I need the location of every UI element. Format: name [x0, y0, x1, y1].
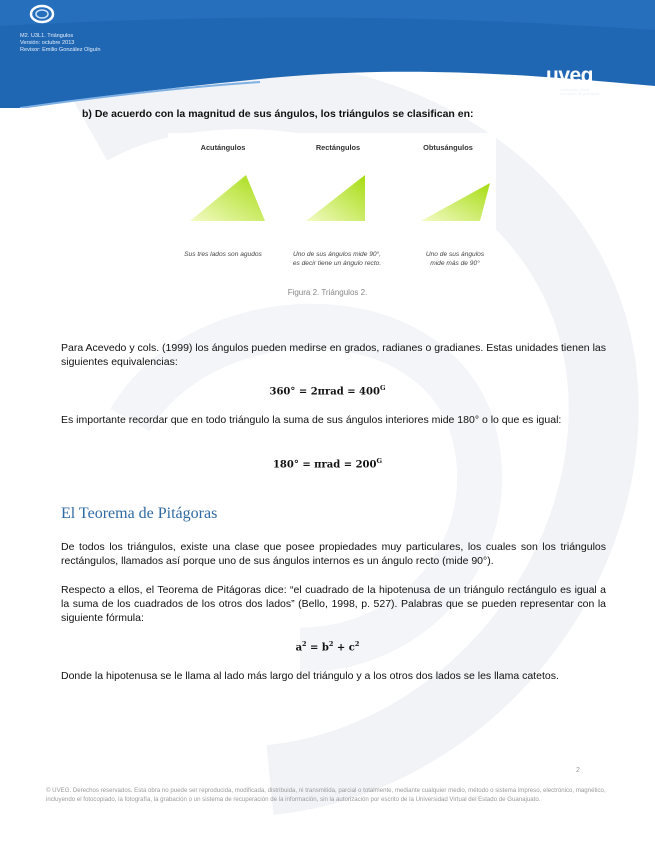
formula-var-c: c: [348, 642, 355, 654]
figure-desc-acutangulos: [168, 250, 278, 259]
subsection-heading: b) De acuerdo con la magnitud de sus ángulos, los triángulos se clasifican en:: [82, 108, 474, 120]
triangles-figure: [168, 133, 496, 275]
paragraph-right-triangles: De todos los triángulos, existe una clase que posee propiedades muy particulares, los cuales son los triángulos rectángulos, llamados así porque uno de sus ángulos internos es un ángulo recto (mide 90°).: [61, 541, 606, 567]
meta-line: Versión: octubre 2013: [20, 40, 75, 46]
formula-pythagoras: [0, 640, 655, 653]
formula-exponent: 2: [328, 640, 334, 648]
figure-title-rectangulos: Rectángulos: [315, 143, 361, 152]
formula-superscript: G: [376, 457, 383, 465]
formula-plus: +: [333, 642, 349, 654]
figure-desc-line: Uno de sus ángulos: [425, 251, 485, 258]
figure-desc-line: Uno de sus ángulos mide 90°,: [292, 251, 382, 258]
logo-subtitle: [560, 88, 610, 96]
figure-desc-obtusangulos: [400, 250, 510, 268]
formula-exponent: 2: [354, 640, 360, 648]
header-wave: [0, 0, 655, 108]
uveg-logo-icon: [0, 0, 72, 60]
header-band: [0, 0, 655, 108]
figure-title-obtusangulos: Obtusángulos: [423, 143, 473, 152]
figure-desc-rectangulos: [282, 250, 392, 268]
acute-triangle: [190, 175, 265, 221]
figure-desc-line: Sus tres lados son agudos: [184, 251, 262, 258]
right-triangle: [306, 175, 365, 221]
paragraph-theorem: Respecto a ellos, el Teorema de Pitágoras dice: “el cuadrado de la hipotenusa de un triángulo rectángulo es igual a la suma de los cuadrados de los otros dos lados” (Bello, 1998, p. 527). Palabras que se pueden representar con la siguiente fórmula:: [61, 584, 606, 624]
formula-exponent: 2: [302, 640, 307, 648]
formula-var-b: b: [321, 642, 329, 654]
page-number: 2: [576, 767, 580, 774]
figure-title-acutangulos: Acutángulos: [200, 143, 246, 152]
copyright-footer: © UVEG. Derechos reservados. Esta obra no puede ser reproducida, modificada, distribuida, ni transmitida, parcial o totalmente, mediante cualquier medio, método o sistema impreso, electrónico, magnético, incluyendo el fotocopiado, la fotografía, la grabación o un sistema de recuperación de la información, sin la autorización por escrito de la Universidad Virtual del Estado de Guanajuato.: [46, 787, 606, 804]
paragraph-hypotenuse: Donde la hipotenusa se le llama al lado más largo del triángulo y a los otros dos lados se les llama catetos.: [61, 670, 559, 682]
meta-line: M2. U3L1. Triángulos: [20, 33, 74, 39]
figure-desc-line: mide más de 90°: [430, 260, 480, 267]
formula-angle-units-360: [0, 384, 655, 397]
formula-angle-units-180: [0, 457, 655, 470]
logo-subtitle-line: del estado de guanajuato: [560, 92, 601, 96]
logo-subtitle-line: universidad virtual: [560, 88, 589, 92]
formula-text: 360° = 2πrad = 400: [269, 386, 380, 398]
meta-line: Revisor: Emilio González Olguín: [20, 47, 101, 53]
formula-equals: =: [306, 642, 322, 654]
formula-superscript: G: [379, 384, 386, 392]
paragraph-units: Para Acevedo y cols. (1999) los ángulos pueden medirse en grados, radianes o gradianes. Estas unidades tienen las siguientes equivalencias:: [61, 342, 606, 368]
formula-var-a: a: [295, 642, 303, 654]
formula-text: 180° = πrad = 200: [272, 459, 377, 471]
figure-caption: Figura 2. Triángulos 2.: [287, 288, 368, 297]
paragraph-sum-angles: Es importante recordar que en todo triángulo la suma de sus ángulos interiores mide 180° o lo que es igual:: [61, 414, 562, 426]
obtuse-triangle: [421, 183, 490, 221]
logo-wordmark: uveg: [546, 64, 594, 87]
figure-desc-line: es decir tiene un ángulo recto.: [292, 260, 382, 267]
section-title-pitagoras: El Teorema de Pitágoras: [61, 505, 218, 522]
